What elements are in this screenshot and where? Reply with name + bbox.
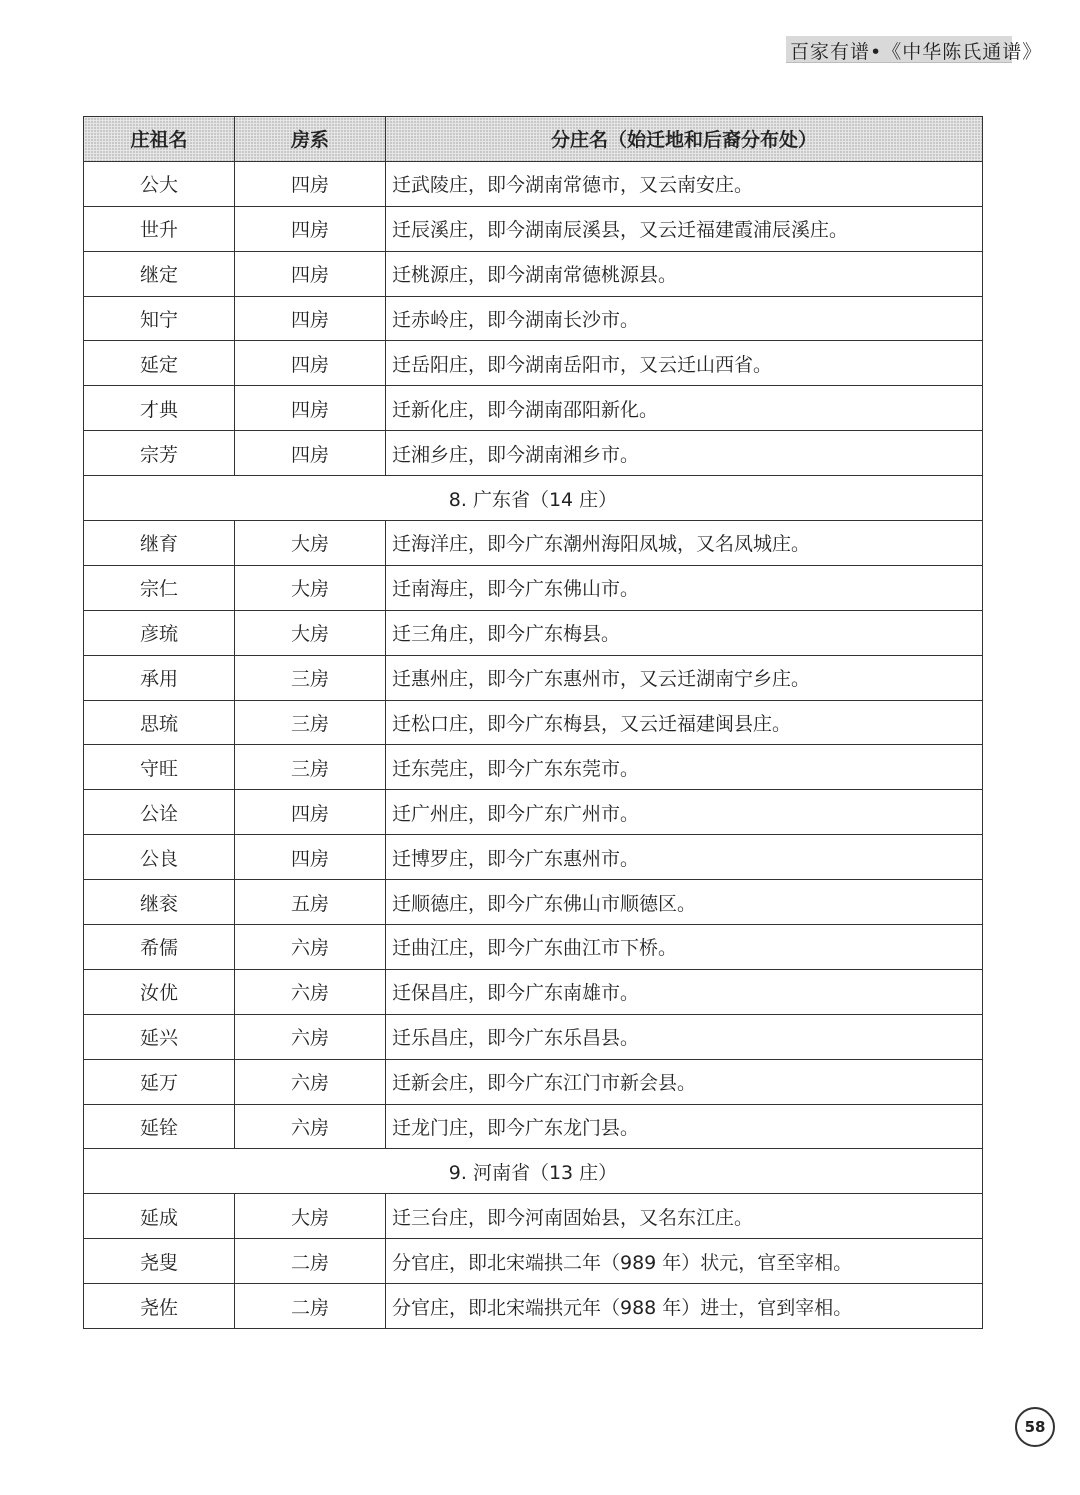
branch-cell: 四房 [235,790,386,835]
ancestor-name-cell: 希儒 [84,925,235,970]
branch-cell: 三房 [235,700,386,745]
branch-estate-cell: 分官庄，即北宋端拱元年（988 年）进士，官到宰相。 [386,1284,983,1329]
table-row [84,610,983,655]
branch-cell: 四房 [235,206,386,251]
table-row [84,1059,983,1104]
branch-cell: 二房 [235,1239,386,1284]
ancestor-name-cell: 思琉 [84,700,235,745]
branch-cell: 四房 [235,161,386,206]
branch-estate-cell: 迁新会庄，即今广东江门市新会县。 [386,1059,983,1104]
table-row [84,745,983,790]
branch-estate-cell: 迁松口庄，即今广东梅县，又云迁福建闽县庄。 [386,700,983,745]
branch-estate-cell: 迁乐昌庄，即今广东乐昌县。 [386,1014,983,1059]
table-row [84,835,983,880]
ancestor-name-cell: 继定 [84,251,235,296]
ancestor-name-cell: 延兴 [84,1014,235,1059]
branch-estate-cell: 迁桃源庄，即今湖南常德桃源县。 [386,251,983,296]
ancestor-name-cell: 公诠 [84,790,235,835]
branch-cell: 四房 [235,296,386,341]
branch-cell: 大房 [235,521,386,566]
ancestor-name-cell: 才典 [84,386,235,431]
branch-cell: 四房 [235,386,386,431]
ancestor-name-cell: 延定 [84,341,235,386]
branch-cell: 六房 [235,1104,386,1149]
branch-cell: 六房 [235,925,386,970]
branch-estate-cell: 迁岳阳庄，即今湖南岳阳市，又云迁山西省。 [386,341,983,386]
branch-cell: 三房 [235,745,386,790]
branch-estate-cell: 迁曲江庄，即今广东曲江市下桥。 [386,925,983,970]
ancestor-name-cell: 彦琉 [84,610,235,655]
running-header: 百家有谱•《中华陈氏通谱》 [790,41,1043,63]
branch-cell: 四房 [235,251,386,296]
branch-estate-cell: 迁龙门庄，即今广东龙门县。 [386,1104,983,1149]
column-header-branch-estate: 分庄名（始迁地和后裔分布处） [386,117,983,162]
table-row [84,251,983,296]
table-row [84,341,983,386]
ancestor-name-cell: 延万 [84,1059,235,1104]
branch-estate-cell: 迁广州庄，即今广东广州市。 [386,790,983,835]
table-row [84,655,983,700]
table-row [84,880,983,925]
table-row [84,431,983,476]
table-row [84,1194,983,1239]
branch-cell: 四房 [235,835,386,880]
ancestor-name-cell: 宗仁 [84,565,235,610]
branch-cell: 大房 [235,1194,386,1239]
table-row [84,925,983,970]
branch-cell: 三房 [235,655,386,700]
branch-cell: 五房 [235,880,386,925]
section-row [84,1149,983,1194]
table-body [84,161,983,1328]
table-row [84,161,983,206]
table-row [84,296,983,341]
table-row [84,1104,983,1149]
ancestor-name-cell: 公良 [84,835,235,880]
branch-estate-cell: 迁湘乡庄，即今湖南湘乡市。 [386,431,983,476]
ancestor-name-cell: 延成 [84,1194,235,1239]
table-row [84,206,983,251]
table-header-row [84,117,983,162]
branch-estate-cell: 迁三角庄，即今广东梅县。 [386,610,983,655]
branch-cell: 六房 [235,1059,386,1104]
table-row [84,521,983,566]
branch-estate-cell: 迁顺德庄，即今广东佛山市顺德区。 [386,880,983,925]
branch-estate-cell: 迁南海庄，即今广东佛山市。 [386,565,983,610]
branch-estate-cell: 迁辰溪庄，即今湖南辰溪县，又云迁福建霞浦辰溪庄。 [386,206,983,251]
branch-cell: 大房 [235,565,386,610]
branch-estate-cell: 迁保昌庄，即今广东南雄市。 [386,969,983,1014]
column-header-branch: 房系 [235,117,386,162]
section-row [84,476,983,521]
genealogy-table [83,116,983,1329]
ancestor-name-cell: 尧佐 [84,1284,235,1329]
column-header-ancestor-name: 庄祖名 [84,117,235,162]
branch-estate-cell: 迁博罗庄，即今广东惠州市。 [386,835,983,880]
ancestor-name-cell: 尧叟 [84,1239,235,1284]
branch-estate-cell: 迁新化庄，即今湖南邵阳新化。 [386,386,983,431]
table-row [84,1239,983,1284]
ancestor-name-cell: 汝优 [84,969,235,1014]
page-number: 58 [1015,1407,1055,1447]
section-title: 8. 广东省（14 庄） [84,476,983,521]
table-row [84,1284,983,1329]
ancestor-name-cell: 宗芳 [84,431,235,476]
branch-cell: 二房 [235,1284,386,1329]
ancestor-name-cell: 知宁 [84,296,235,341]
table-row [84,386,983,431]
section-title: 9. 河南省（13 庄） [84,1149,983,1194]
ancestor-name-cell: 公大 [84,161,235,206]
branch-cell: 六房 [235,1014,386,1059]
branch-estate-cell: 迁东莞庄，即今广东东莞市。 [386,745,983,790]
table-row [84,1014,983,1059]
ancestor-name-cell: 守旺 [84,745,235,790]
branch-estate-cell: 迁海洋庄，即今广东潮州海阳凤城，又名凤城庄。 [386,521,983,566]
branch-estate-cell: 迁惠州庄，即今广东惠州市，又云迁湖南宁乡庄。 [386,655,983,700]
ancestor-name-cell: 继育 [84,521,235,566]
branch-cell: 六房 [235,969,386,1014]
branch-estate-cell: 迁三台庄，即今河南固始县，又名东江庄。 [386,1194,983,1239]
table-row [84,565,983,610]
branch-estate-cell: 分官庄，即北宋端拱二年（989 年）状元，官至宰相。 [386,1239,983,1284]
table-row [84,700,983,745]
branch-cell: 四房 [235,431,386,476]
table-row [84,790,983,835]
ancestor-name-cell: 世升 [84,206,235,251]
branch-estate-cell: 迁武陵庄，即今湖南常德市，又云南安庄。 [386,161,983,206]
branch-estate-cell: 迁赤岭庄，即今湖南长沙市。 [386,296,983,341]
branch-cell: 大房 [235,610,386,655]
ancestor-name-cell: 延铨 [84,1104,235,1149]
table-row [84,969,983,1014]
ancestor-name-cell: 继衮 [84,880,235,925]
branch-cell: 四房 [235,341,386,386]
ancestor-name-cell: 承用 [84,655,235,700]
